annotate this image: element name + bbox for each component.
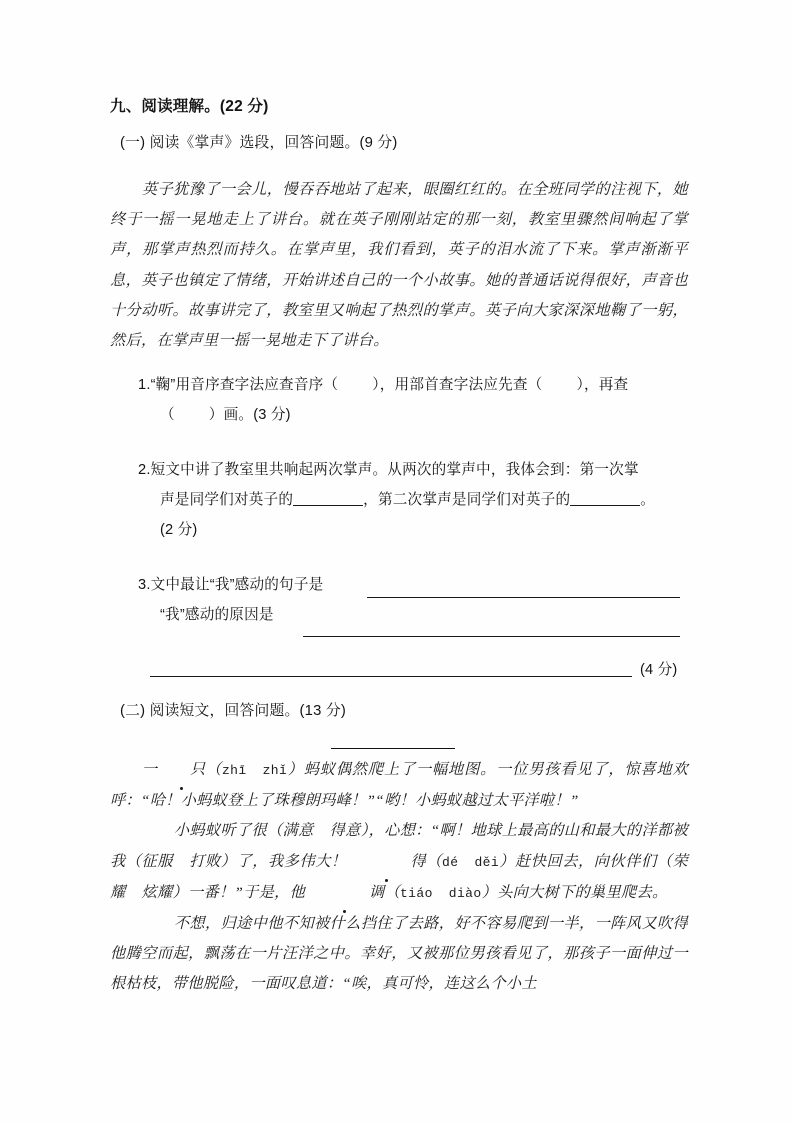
question-2-text-2: 声是同学们对英子的	[160, 492, 294, 508]
question-1-text-b: ），用部首查字法应先查（	[372, 377, 543, 393]
question-3-line-1	[138, 570, 688, 600]
question-1-text-c: ），再查	[576, 377, 629, 393]
question-3-text-2: “我”感动的原因是	[160, 607, 274, 623]
part-two-heading: (二) 阅读短文，回答问题。(13 分)	[120, 703, 346, 719]
question-2-points: (2 分)	[160, 522, 198, 538]
pinyin-de-1: dé	[442, 854, 459, 870]
choice-option-1a[interactable]: 满意	[282, 822, 314, 840]
part-one-heading: (一) 阅读《掌声》选段，回答问题。(9 分)	[120, 135, 398, 151]
pinyin-zhi-1: zhī	[221, 763, 247, 778]
section-heading: 九、阅读理解。(22 分)	[110, 98, 269, 115]
passage-two-paragraph-2: 小蚂蚁听了很（满意 得意），心想：“啊！地球上最高的山和最大的洋都被我（征服 打败）了，我多伟大！ 得（dé děi）赶快回去，向伙伴们（荣耀 炫耀）一番！”于是，他 调（tiáo diào）头向大树下的巢里爬去。	[110, 816, 688, 909]
passage-two-paragraph-1: 一 只（zhī zhǐ）蚂蚁偶然爬上了一幅地图。一位男孩看见了，惊喜地欢呼：“哈！小蚂蚁登上了珠穆朗玛峰！”“哟！小蚂蚁越过太平洋啦！”	[110, 755, 688, 816]
question-1-line-1	[138, 370, 688, 400]
choice-option-2a[interactable]: 征服	[141, 852, 173, 870]
emphasis-char-zhi: 只	[158, 755, 205, 785]
choice-option-3b[interactable]: 炫耀	[141, 883, 173, 901]
question-1-points: (3 分)	[253, 407, 291, 423]
question-2-number: 2.	[138, 462, 151, 478]
passage-two-title-blank[interactable]	[331, 748, 455, 749]
question-2-blank-2[interactable]	[570, 505, 640, 506]
question-3-line-2	[138, 600, 688, 630]
pinyin-tiao-2: diào	[448, 885, 482, 901]
question-1	[110, 370, 688, 430]
question-2-text-4: 。	[640, 492, 656, 508]
question-3-answer-rule-2[interactable]	[303, 636, 680, 637]
question-3-number: 3.	[138, 577, 151, 593]
choice-option-3a[interactable]: 荣耀	[110, 852, 688, 901]
pinyin-tiao-1: tiáo	[399, 885, 433, 901]
pinyin-zhi-2: zhǐ	[262, 763, 288, 778]
question-2-line-1	[138, 455, 688, 485]
question-3	[110, 570, 688, 630]
choice-option-1b[interactable]: 得意	[329, 822, 361, 840]
question-3-answer-rule-1[interactable]	[367, 597, 680, 598]
passage-two-paragraph-3: 不想，归途中他不知被什么挡住了去路，好不容易爬到一半，一阵风又吹得他腾空而起，飘荡在一片汪洋之中。幸好，又被那位男孩看见了，那孩子一面伸过一根枯枝，带他脱险，一面叹息道：“唉，真可怜，连这么个小土	[110, 915, 688, 993]
question-3-text-1: 文中最让“我”感动的句子是	[150, 577, 324, 593]
question-2-text-1: 短文中讲了教室里共响起两次掌声。从两次的掌声中，我体会到：第一次掌	[150, 462, 639, 478]
emphasis-char-tiao: 调	[305, 878, 384, 908]
emphasis-char-de: 得	[347, 847, 426, 877]
question-1-text-a: “鞠”用音序查字法应查音序（	[150, 377, 339, 393]
pinyin-de-2: děi	[474, 854, 500, 870]
question-2-line-2	[138, 485, 688, 515]
passage-two-body	[110, 755, 688, 1000]
question-2-line-3	[138, 515, 688, 545]
question-1-paren-open: （	[160, 407, 175, 423]
question-3-answer-rule-3[interactable]	[150, 676, 632, 677]
question-1-number: 1.	[138, 377, 151, 393]
choice-option-2b[interactable]: 打败	[189, 852, 221, 870]
passage-one-text: 英子犹豫了一会儿，慢吞吞地站了起来，眼圈红红的。在全班同学的注视下，她终于一摇一晃地走上了讲台。就在英子刚刚站定的那一刻，教室里骤然间响起了掌声，那掌声热烈而持久。在掌声里，我们看到，英子的泪水流了下来。掌声渐渐平息，英子也镇定了情绪，开始讲述自己的一个小故事。她的普通话说得很好，声音也十分动听。故事讲完了，教室里又响起了热烈的掌声。英子向大家深深地鞠了一躬，然后，在掌声里一摇一晃地走下了讲台。	[110, 181, 688, 350]
question-2-blank-1[interactable]	[293, 505, 363, 506]
question-2	[110, 455, 688, 545]
question-1-paren-close: ）画。	[208, 407, 254, 423]
passage-one-body	[110, 175, 688, 356]
question-1-line-2	[138, 400, 688, 430]
question-2-text-3: ，第二次掌声是同学们对英子的	[363, 492, 571, 508]
question-3-points: (4 分)	[640, 662, 678, 678]
